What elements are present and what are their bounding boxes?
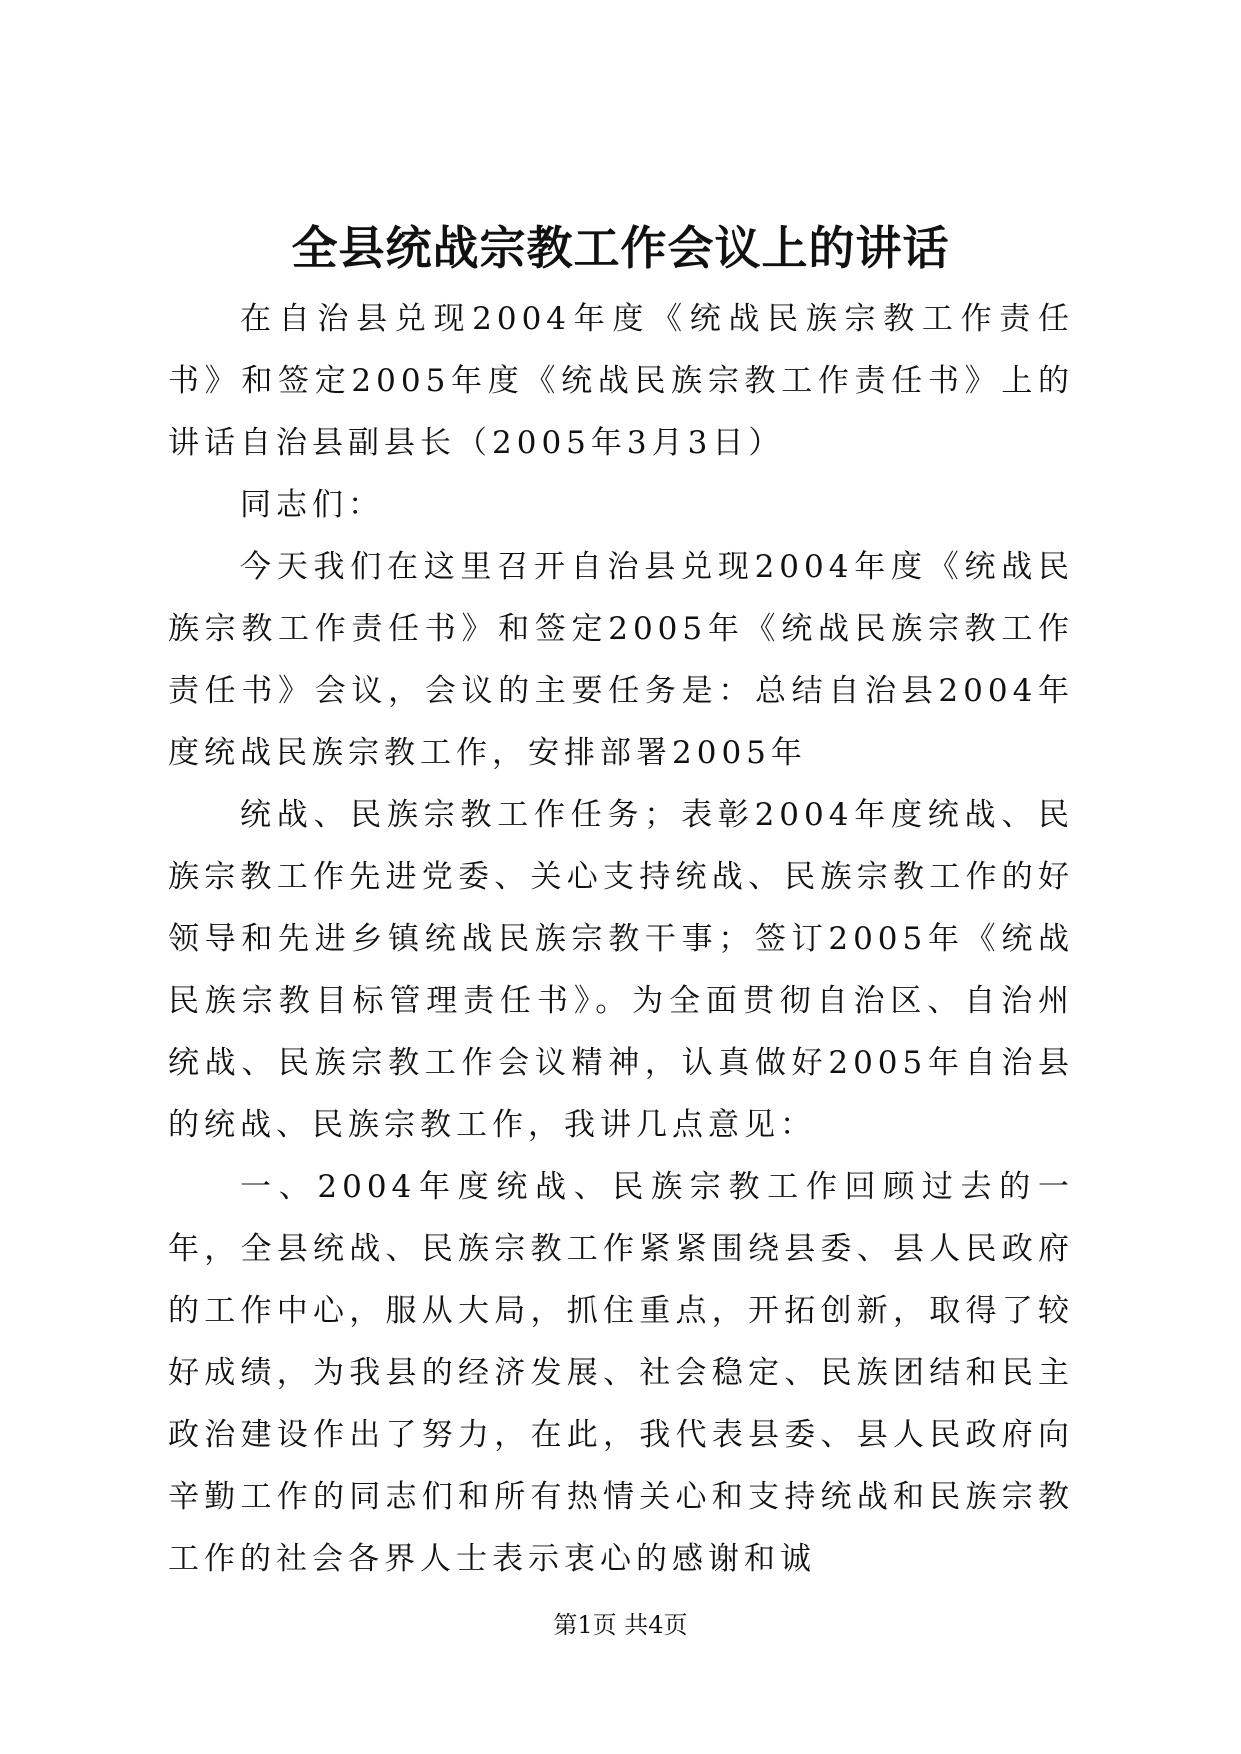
document-body (168, 288, 1074, 1590)
paragraph-opening: 今天我们在这里召开自治县兑现2004年度《统战民族宗教工作责任书》和签定2005年《统战民族宗教工作责任书》会议，会议的主要任务是：总结自治县2004年度统战民族宗教工作，安排部署2005年 (168, 549, 1074, 771)
paragraph-tasks: 统战、民族宗教工作任务；表彰2004年度统战、民族宗教工作先进党委、关心支持统战、民族宗教工作的好领导和先进乡镇统战民族宗教干事；签订2005年《统战民族宗教目标管理责任书》。为全面贯彻自治区、自治州统战、民族宗教工作会议精神，认真做好2005年自治县的统战、民族宗教工作，我讲几点意见： (168, 797, 1074, 1143)
document-title: 全县统战宗教工作会议上的讲话 (291, 221, 950, 275)
paragraph-review: 一、2004年度统战、民族宗教工作回顾过去的一年，全县统战、民族宗教工作紧紧围绕县委、县人民政府的工作中心，服从大局，抓住重点，开拓创新，取得了较好成绩，为我县的经济发展、社会稳定、民族团结和民主政治建设作出了努力，在此，我代表县委、县人民政府向辛勤工作的同志们和所有热情关心和支持统战和民族宗教工作的社会各界人士表示衷心的感谢和诚 (168, 1169, 1074, 1577)
page-number-footer: 第1页 共4页 (553, 1611, 688, 1639)
paragraph-salutation: 同志们： (240, 487, 384, 523)
paragraph-intro: 在自治县兑现2004年度《统战民族宗教工作责任书》和签定2005年度《统战民族宗教工作责任书》上的讲话自治县副县长（2005年3月3日） (168, 301, 1074, 461)
